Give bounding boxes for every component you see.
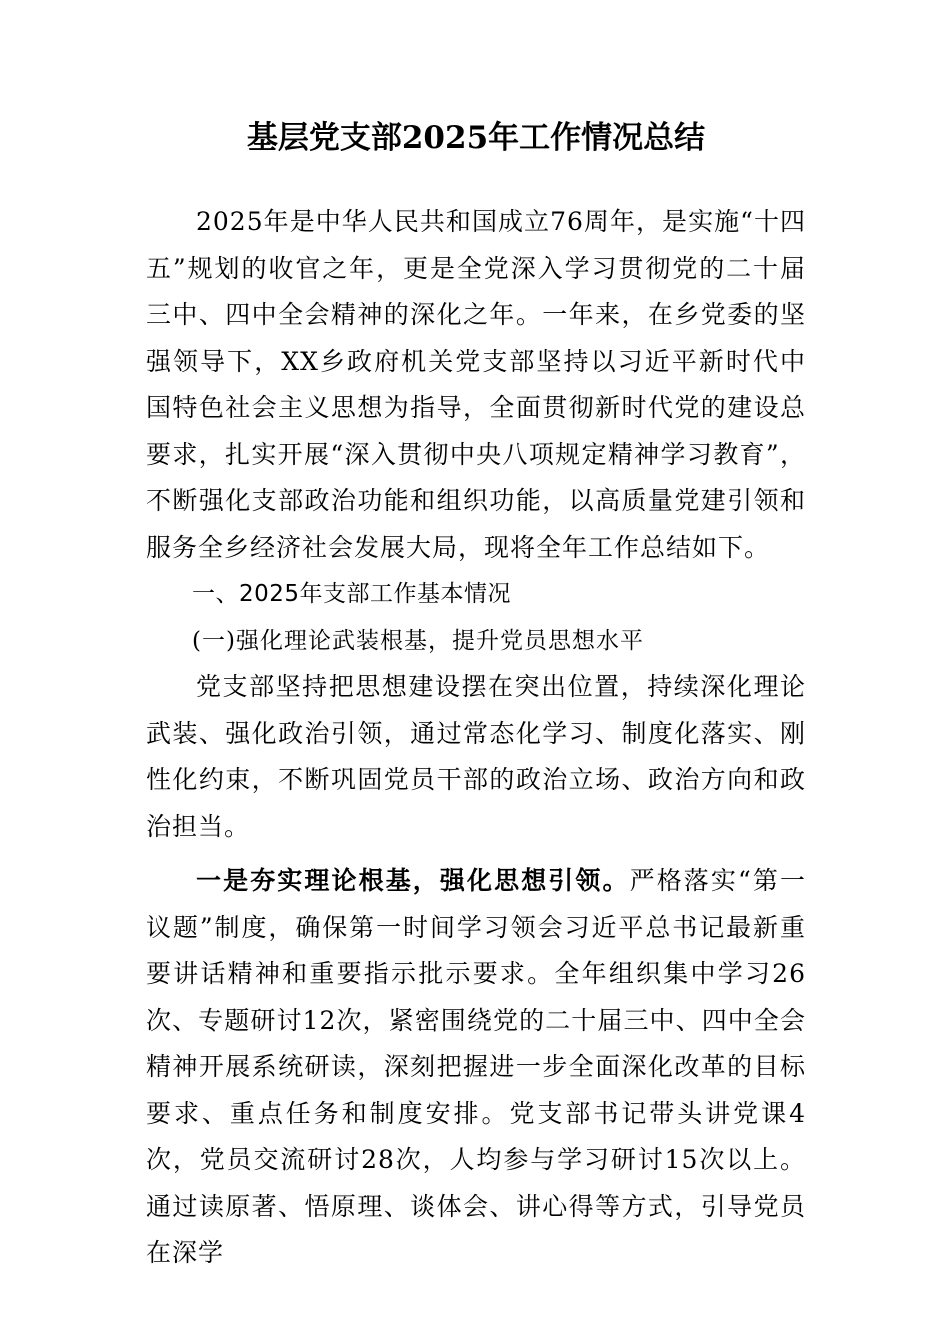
point-1-paragraph: [146, 858, 806, 1277]
document-title: 基层党支部2025年工作情况总结: [246, 120, 706, 156]
document-body: [146, 112, 806, 1277]
subsection-1-paragraph: 党支部坚持把思想建设摆在突出位置，持续深化理论武装、强化政治引领，通过常态化学习、制度化落实、刚性化约束，不断巩固党员干部的政治立场、政治方向和政治担当。: [146, 672, 806, 841]
subsection-heading-1: (一)强化理论武装根基，提升党员思想水平: [192, 627, 644, 654]
point-1-lead: 一是夯实理论根基，强化思想引领。: [196, 866, 630, 895]
point-1-body: 严格落实“第一议题”制度，确保第一时间学习领会习近平总书记最新重要讲话精神和重要指示批示要求。全年组织集中学习26次、专题研讨12次，紧密围绕党的二十届三中、四中全会精神开展系统研读，深刻把握进一步全面深化改革的目标要求、重点任务和制度安排。党支部书记带头讲党课4次，党员交流研讨28次，人均参与学习研讨15次以上。通过读原著、悟原理、谈体会、讲心得等方式，引导党员在深学: [146, 866, 806, 1267]
intro-paragraph: 2025年是中华人民共和国成立76周年，是实施“十四五”规划的收官之年，更是全党深入学习贯彻党的二十届三中、四中全会精神的深化之年。一年来，在乡党委的坚强领导下，XX乡政府机关党支部坚持以习近平新时代中国特色社会主义思想为指导，全面贯彻新时代党的建设总要求，扎实开展“深入贯彻中央八项规定精神学习教育”，不断强化支部政治功能和组织功能，以高质量党建引领和服务全乡经济社会发展大局，现将全年工作总结如下。: [146, 207, 806, 562]
section-heading-1: 一、2025年支部工作基本情况: [192, 581, 512, 607]
